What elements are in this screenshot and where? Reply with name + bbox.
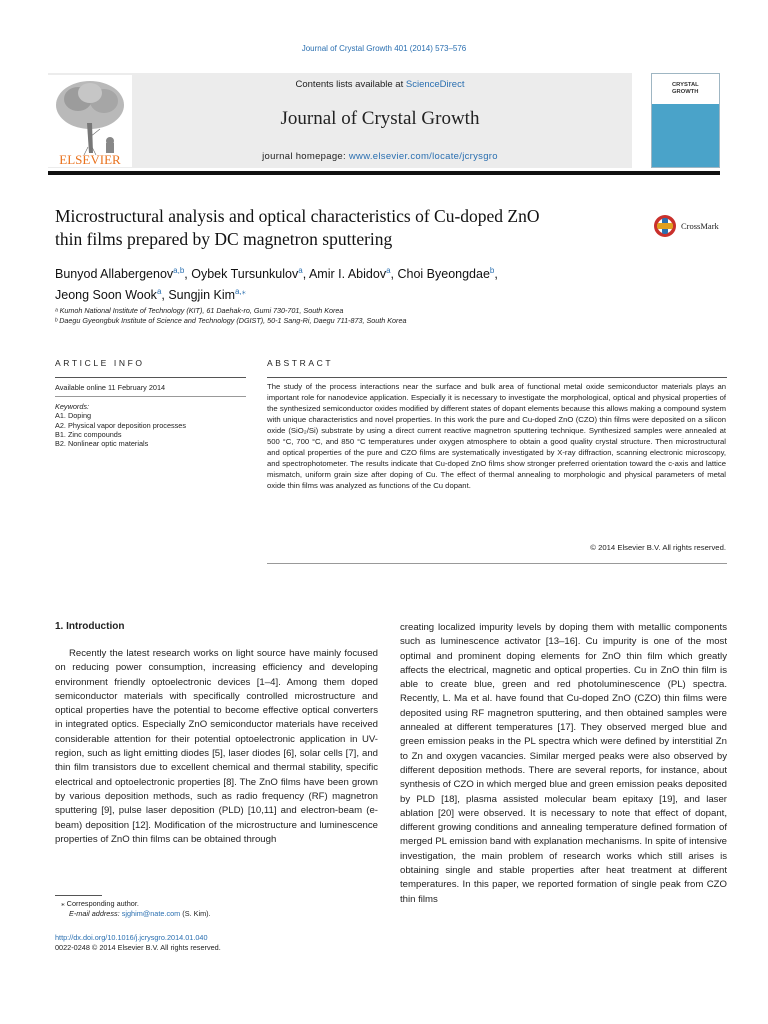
- affiliations: [55, 306, 675, 326]
- intro-right-column: creating localized impurity levels by doping them with metallic components such as luminescence activator [13–16]. Cu impurity is one of the most optimal and prominent doping elements for ZnO thin film which greatly affects the electrical, magnetic and optical properties. Cu in ZnO thin film is able to create blue, green and red photoluminescence (PL) spectra. Recently, L. Ma et al. have found that Cu-doped ZnO (CZO) thin films were deposited using RF magnetron sputtering, and then obtained samples were annealed at different temperatures [17]. They observed merged blue and green emission peaks in the PL spectra which were defined by interstitial Zn to Zn and oxygen vacancies. Similar merged peaks were also observed by different deposition methods. There are several reports, for instance, about synthesis of CZO in which merged blue and green emission peaks deposited by PLD [18], plasma assisted molecular beam epitaxy [19], and laser ablation [20] were observed. It is necessary to note that effect of dopant, different growing conditions and annealing temperature defined formation of merged PL emission band with explanation mechanisms. In spite of intensive investigation, the main problem of research works which still arises is obtaining single and stable properties after heat treatment at different temperatures. In this paper, we reported formation of single peak from CZO thin films: [400, 622, 727, 905]
- sciencedirect-link[interactable]: ScienceDirect: [405, 79, 465, 90]
- keyword: A1. Doping: [55, 411, 92, 421]
- abstract-text: The study of the process interactions near the surface and bulk area of functional metal oxide semiconductor materials plays an important role for nanodevice application. Especially it is necessary to investigate the morphological, optical and physical properties of the synthesized semiconductor oxides modified by different states of dopant elements because this allows making a compound system with unique characteristics and novel properties. In this work the pure and Cu-doped ZnO (CZO) thin films were deposited on a silicon oxide (SiO₂/Si) substrate by using a direct current reactive magnetron sputtering technique. Synthesized samples were annealed at 500 °C, 700 °C, and 850 °C temperatures under oxygen atmosphere to obtain a good quality crystal structure. Then microstructural and optical properties of the pure and CZO films are systematically investigated by X-ray diffraction, scanning electronic microscopy, and spectrophotometer. The results indicate that Cu-doped ZnO films show stronger preferred orientation toward the c-axis and lattice mismatch, uniform grain size after doping of Cu. The effect of thermal annealing to morphologic and physical parameters of metal oxide thin films was analyzed as functions of the Cu dopant.: [267, 382, 726, 490]
- keyword: A2. Physical vapor deposition processes: [55, 420, 187, 430]
- author[interactable]: Jeong Soon Wook: [55, 288, 157, 303]
- journal-homepage-line: [180, 151, 580, 162]
- author-list: [55, 262, 675, 304]
- crossmark-label: CrossMark: [681, 221, 719, 231]
- author[interactable]: Choi Byeongdae: [397, 267, 490, 282]
- author-separator: ,: [494, 267, 498, 282]
- crossmark-badge[interactable]: [653, 212, 728, 242]
- article-info-heading: ARTICLE INFO: [55, 358, 145, 368]
- keywords-label: Keywords:: [55, 402, 90, 411]
- footnote-divider: [55, 895, 102, 896]
- email-note: [55, 909, 211, 919]
- contents-prefix: Contents lists available at: [295, 79, 406, 90]
- email-label: E-mail address:: [69, 909, 122, 918]
- journal-cover-thumbnail: [651, 73, 720, 168]
- journal-citation-link[interactable]: Journal of Crystal Growth 401 (2014) 573–576: [301, 44, 467, 53]
- cover-title: CRYSTAL GROWTH: [672, 82, 699, 95]
- email-suffix: (S. Kim).: [180, 909, 211, 918]
- keyword: B2. Nonlinear optic materials: [55, 439, 149, 449]
- keywords-block: [55, 402, 186, 448]
- author-separator: ,: [390, 267, 398, 282]
- author-affiliation-mark[interactable]: a,⁎: [235, 287, 246, 297]
- author-separator: ,: [161, 288, 169, 303]
- header-divider: [48, 171, 720, 175]
- journal-title: Journal of Crystal Growth: [280, 108, 480, 129]
- abstract-heading: ABSTRACT: [267, 358, 334, 368]
- footnotes: [55, 899, 211, 919]
- introduction-heading: 1. Introduction: [55, 621, 125, 632]
- contents-line: [180, 79, 580, 90]
- author-affiliation-mark[interactable]: a: [386, 266, 391, 275]
- divider: [55, 377, 246, 378]
- divider: [267, 563, 727, 564]
- author-separator: ,: [302, 267, 309, 282]
- divider: [55, 396, 246, 397]
- author[interactable]: Sungjin Kim: [168, 288, 236, 303]
- author[interactable]: Oybek Tursunkulov: [191, 267, 299, 282]
- elsevier-wordmark: ELSEVIER: [59, 152, 121, 167]
- paper-title: [55, 205, 635, 251]
- corresponding-author-note: ⁎ Corresponding author.: [61, 899, 139, 908]
- keyword: B1. Zinc compounds: [55, 429, 122, 439]
- author-separator: ,: [184, 267, 192, 282]
- affiliation-b: ᵇ Daegu Gyeongbuk Institute of Science and Technology (DGIST), 50-1 Sang-Ri, Daegu 711-873, South Korea: [55, 316, 407, 325]
- intro-left-column: Recently the latest research works on light source have mainly focused on reducing power consumption, increasing efficiency and developing environment friendly optoelectronic devices [1–4]. Among them doped semiconductor materials with specifically controlled microstructure and optical properties have the potential to become effective optical converters in integrated optics. Especially ZnO semiconductor materials have received considerable attention for their potential optoelectronic application in UV-region, such as light emitting diodes [5], laser diodes [6], solar cells [7], and thin film transistors due to excellent chemical and thermal stability, specific electrical and optoelectronic properties [8]. The ZnO films have been grown by various deposition methods, such as radio frequency (RF) magnetron sputtering [9], pulse laser deposition (PLD) [10,11] and electron-beam (e-beam) deposition [12]. Modification of the microstructure and luminescence properties of ZnO thin films can be obtained through: [55, 648, 378, 845]
- author[interactable]: Bunyod Allabergenov: [55, 267, 174, 282]
- homepage-prefix: journal homepage:: [262, 151, 349, 162]
- affiliation-a: ᵃ Kumoh National Institute of Technology (KIT), 61 Daehak-ro, Gumi 730-701, South Korea: [55, 306, 344, 315]
- crossmark-icon: [653, 212, 677, 240]
- issn-copyright: 0022-0248 © 2014 Elsevier B.V. All rights reserved.: [55, 943, 221, 952]
- author[interactable]: Amir I. Abidov: [308, 267, 387, 282]
- doi-link[interactable]: http://dx.doi.org/10.1016/j.jcrysgro.2014.01.040: [55, 933, 208, 942]
- author-affiliation-mark[interactable]: a: [298, 266, 303, 275]
- title-line-2: thin films prepared by DC magnetron sputtering: [55, 229, 393, 249]
- elsevier-tree-logo: [48, 75, 132, 167]
- title-line-1: Microstructural analysis and optical characteristics of Cu-doped ZnO: [55, 206, 540, 226]
- homepage-link[interactable]: www.elsevier.com/locate/jcrysgro: [348, 151, 498, 162]
- available-online-date: Available online 11 February 2014: [55, 383, 166, 392]
- author-affiliation-mark[interactable]: a,b: [173, 266, 185, 275]
- divider: [267, 377, 727, 378]
- doi-block: [55, 933, 221, 953]
- abstract-copyright: © 2014 Elsevier B.V. All rights reserved.: [590, 543, 726, 552]
- author-affiliation-mark[interactable]: a: [156, 287, 162, 297]
- email-link[interactable]: sjghim@nate.com: [121, 909, 181, 918]
- author-affiliation-mark[interactable]: b: [489, 266, 495, 275]
